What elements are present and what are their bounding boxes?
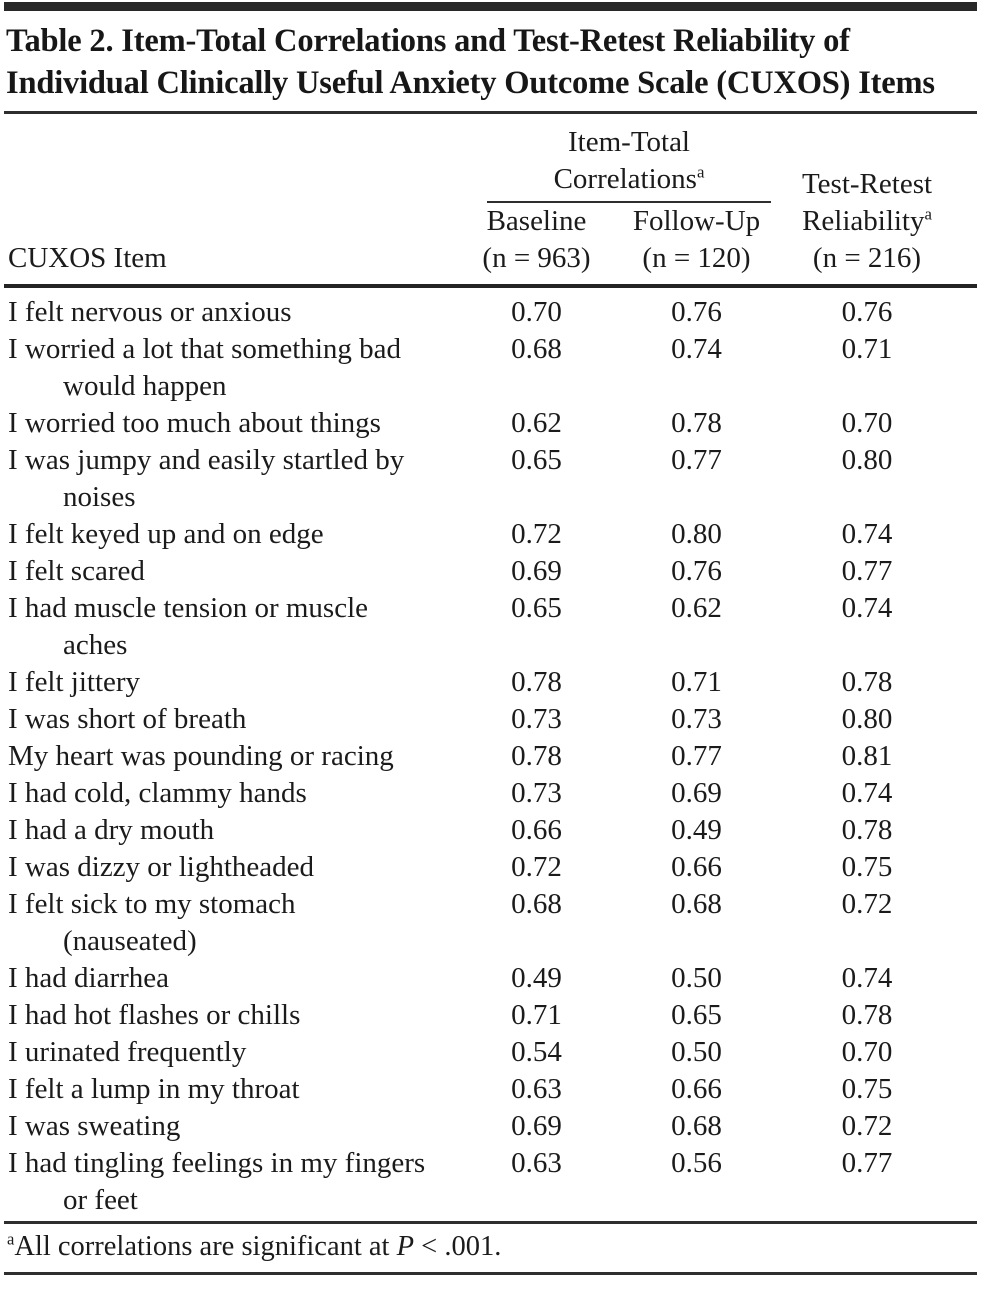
table-row <box>4 738 977 775</box>
table-row <box>4 701 977 738</box>
followup-value-cell: 0.74 <box>671 333 722 365</box>
table-row <box>4 1108 977 1145</box>
baseline-value-cell: 0.78 <box>511 740 562 772</box>
cuxos-item-cell: I felt keyed up and on edge <box>8 518 324 550</box>
cuxos-table <box>4 114 977 1224</box>
followup-value-cell: 0.56 <box>671 1147 722 1179</box>
retest-value-cell: 0.74 <box>841 592 893 624</box>
retest-value-cell: 0.74 <box>841 962 893 994</box>
followup-value-cell: 0.65 <box>671 999 722 1031</box>
cuxos-item-cell: I felt nervous or anxious <box>8 296 292 328</box>
cuxos-item-cell: My heart was pounding or racing <box>8 740 394 772</box>
baseline-value-cell: 0.63 <box>511 1147 562 1179</box>
cuxos-item-cell: I had muscle tension or muscle aches <box>8 592 368 661</box>
retest-value-cell: 0.75 <box>841 1073 893 1105</box>
cuxos-item-cell: I was jumpy and easily startled by noises <box>8 444 405 513</box>
table-row <box>4 849 977 886</box>
cuxos-item-cell: I worried too much about things <box>8 407 381 439</box>
table-row <box>4 405 977 442</box>
cuxos-item-cell: I urinated frequently <box>8 1036 247 1068</box>
table-row <box>4 997 977 1034</box>
followup-value-cell: 0.66 <box>671 851 722 883</box>
retest-value-cell: 0.80 <box>841 444 893 476</box>
column-group-header-item-total-correlations <box>459 114 779 203</box>
followup-value-cell: 0.68 <box>671 1110 722 1142</box>
baseline-value-cell: 0.65 <box>511 592 562 624</box>
baseline-value-cell: 0.68 <box>511 333 562 365</box>
followup-value-cell: 0.77 <box>671 444 722 476</box>
baseline-value-cell: 0.49 <box>511 962 562 994</box>
cuxos-item-cell: I had cold, clammy hands <box>8 777 307 809</box>
cuxos-item-cell: I was dizzy or lightheaded <box>8 851 315 883</box>
retest-header-line1: Test-Retest <box>801 168 933 200</box>
column-header-followup <box>614 203 779 286</box>
cuxos-item-cell: I was sweating <box>8 1110 181 1142</box>
retest-value-cell: 0.72 <box>841 1110 893 1142</box>
retest-value-cell: 0.74 <box>841 777 893 809</box>
baseline-value-cell: 0.70 <box>511 296 562 328</box>
footnote-marker-a: a <box>696 162 705 182</box>
table-row <box>4 960 977 997</box>
retest-value-cell: 0.72 <box>841 888 893 920</box>
retest-value-cell: 0.77 <box>841 555 893 587</box>
baseline-value-cell: 0.63 <box>511 1073 562 1105</box>
retest-value-cell: 0.76 <box>841 296 893 328</box>
table-row <box>4 812 977 849</box>
baseline-value-cell: 0.69 <box>511 1110 562 1142</box>
footnote-marker-a: a <box>7 1229 15 1249</box>
followup-label: Follow-Up <box>632 205 761 237</box>
followup-value-cell: 0.49 <box>671 814 722 846</box>
table-row <box>4 331 977 405</box>
cuxos-item-cell: I had tingling feelings in my fingers or feet <box>8 1147 426 1216</box>
table-title: Table 2. Item-Total Correlations and Test-Retest Reliability of Individual Clinically Useful Anxiety Outcome Scale (CUXOS) Items <box>6 23 935 101</box>
group-header-line1: Item-Total <box>568 126 690 158</box>
retest-value-cell: 0.80 <box>841 703 893 735</box>
retest-value-cell: 0.78 <box>841 999 893 1031</box>
retest-header-line2 <box>779 203 955 240</box>
table-header <box>4 114 977 286</box>
followup-value-cell: 0.69 <box>671 777 722 809</box>
followup-value-cell: 0.76 <box>671 555 722 587</box>
group-header-line2-text: Correlations <box>553 163 697 195</box>
baseline-value-cell: 0.54 <box>511 1036 562 1068</box>
table-row <box>4 286 977 331</box>
footnote-marker-a: a <box>924 204 932 224</box>
retest-value-cell: 0.78 <box>841 814 893 846</box>
followup-value-cell: 0.62 <box>671 592 722 624</box>
baseline-value-cell: 0.65 <box>511 444 562 476</box>
table-row <box>4 1071 977 1108</box>
table-row <box>4 516 977 553</box>
cuxos-item-cell: I felt a lump in my throat <box>8 1073 300 1105</box>
retest-value-cell: 0.71 <box>841 333 893 365</box>
followup-value-cell: 0.80 <box>671 518 722 550</box>
footnote-text-prefix: All correlations are significant at <box>14 1231 397 1262</box>
baseline-value-cell: 0.62 <box>511 407 562 439</box>
baseline-value-cell: 0.73 <box>511 703 562 735</box>
table-bottom-rule <box>4 1272 977 1275</box>
followup-value-cell: 0.71 <box>671 666 722 698</box>
followup-value-cell: 0.50 <box>671 962 722 994</box>
baseline-value-cell: 0.73 <box>511 777 562 809</box>
group-header-line2 <box>487 161 771 198</box>
retest-header-n: (n = 216) <box>812 242 922 274</box>
followup-value-cell: 0.76 <box>671 296 722 328</box>
table-row <box>4 775 977 812</box>
baseline-value-cell: 0.78 <box>511 666 562 698</box>
baseline-label: Baseline <box>486 205 587 237</box>
baseline-n: (n = 963) <box>482 242 591 274</box>
cuxos-item-cell: I was short of breath <box>8 703 247 735</box>
baseline-value-cell: 0.72 <box>511 518 562 550</box>
followup-value-cell: 0.73 <box>671 703 722 735</box>
cuxos-item-cell: I felt scared <box>8 555 145 587</box>
column-header-test-retest-reliability <box>779 114 977 286</box>
group-header-text <box>487 124 771 203</box>
footnote-text-suffix: < .001. <box>414 1231 502 1262</box>
retest-value-cell: 0.75 <box>841 851 893 883</box>
followup-value-cell: 0.68 <box>671 888 722 920</box>
column-header-baseline <box>459 203 614 286</box>
retest-value-cell: 0.81 <box>841 740 893 772</box>
cuxos-item-cell: I felt sick to my stomach (nauseated) <box>8 888 296 957</box>
cuxos-item-cell: I felt jittery <box>8 666 141 698</box>
followup-value-cell: 0.66 <box>671 1073 722 1105</box>
baseline-value-cell: 0.71 <box>511 999 562 1031</box>
table-top-bar <box>4 2 977 11</box>
followup-value-cell: 0.50 <box>671 1036 722 1068</box>
retest-value-cell: 0.70 <box>841 1036 893 1068</box>
retest-value-cell: 0.78 <box>841 666 893 698</box>
baseline-value-cell: 0.68 <box>511 888 562 920</box>
table-body <box>4 286 977 1223</box>
cuxos-item-cell: I had diarrhea <box>8 962 170 994</box>
table-row <box>4 1145 977 1223</box>
table-row <box>4 664 977 701</box>
cuxos-item-cell: I worried a lot that something bad would happen <box>8 333 402 402</box>
followup-value-cell: 0.77 <box>671 740 722 772</box>
footnote-p-symbol: P <box>396 1231 414 1262</box>
table-row <box>4 442 977 516</box>
cuxos-item-cell: I had a dry mouth <box>8 814 215 846</box>
column-header-cuxos-item: CUXOS Item <box>4 114 459 286</box>
followup-n: (n = 120) <box>642 242 751 274</box>
followup-value-cell: 0.78 <box>671 407 722 439</box>
baseline-value-cell: 0.66 <box>511 814 562 846</box>
table-footnote <box>4 1224 977 1272</box>
baseline-value-cell: 0.69 <box>511 555 562 587</box>
table-row <box>4 590 977 664</box>
retest-header-line2-text: Reliability <box>802 205 925 237</box>
paper-table-page <box>0 2 987 1275</box>
table-row <box>4 886 977 960</box>
retest-value-cell: 0.77 <box>841 1147 893 1179</box>
retest-value-cell: 0.70 <box>841 407 893 439</box>
table-row <box>4 553 977 590</box>
cuxos-item-cell: I had hot flashes or chills <box>8 999 301 1031</box>
table-row <box>4 1034 977 1071</box>
retest-value-cell: 0.74 <box>841 518 893 550</box>
baseline-value-cell: 0.72 <box>511 851 562 883</box>
